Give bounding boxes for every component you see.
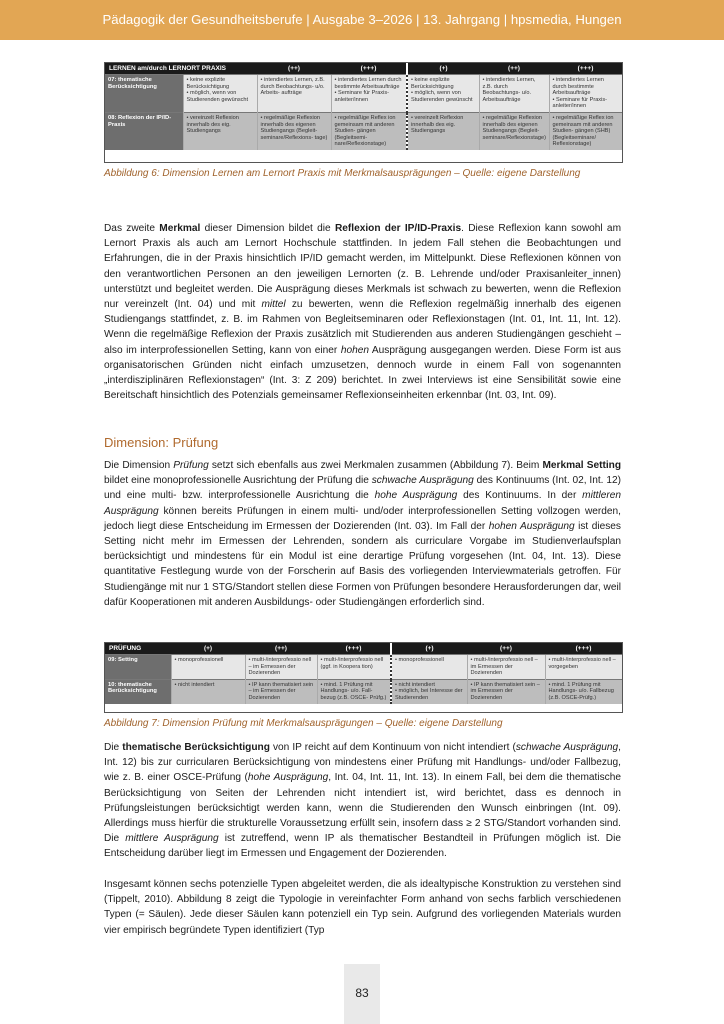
- figure-6-header-level: (++): [479, 63, 549, 75]
- figure-cell-text: • intendiertes Lernen, z.B. durch Beobachtungs- u/o. Arbeits- aufträge: [260, 77, 325, 97]
- figure-cell: [479, 75, 549, 113]
- figure-cell: [317, 679, 391, 703]
- figure-cell-text: • multi-/interprofessio nell – im Ermessen der Dozierenden: [470, 657, 538, 677]
- figure-cell: [245, 655, 317, 680]
- figure-cell: [331, 112, 407, 149]
- figure-cell-text: • nicht intendiert: [395, 681, 435, 688]
- figure-cell-text: • nicht intendiert: [174, 681, 215, 688]
- figure-7-header-level: (++): [245, 643, 317, 655]
- journal-header: [0, 0, 724, 40]
- figure-cell-text: • keine explizite Berücksichtigung: [411, 77, 454, 90]
- figure-cell-text: • möglich, wenn von Studierenden gewünscht: [186, 90, 249, 103]
- figure-cell-text: • regelmäßige Reflex ion gemeinsam mit anderen Studien- gängen (SHB) (Begleitseminare/ Reflexionstage): [552, 114, 614, 148]
- figure-cell: [183, 112, 257, 149]
- figure-cell-text: • möglich, bei Interesse der Studierenden: [395, 688, 463, 701]
- figure-cell: [407, 112, 479, 149]
- section-heading-pruefung: Dimension: Prüfung: [104, 435, 219, 450]
- figure-cell: [257, 75, 331, 113]
- figure-7-table: [104, 642, 623, 713]
- figure-cell: [317, 655, 391, 680]
- figure-7-header-level: (+): [391, 643, 467, 655]
- figure-cell: [331, 75, 407, 113]
- figure-6-header-title: LERNEN am/durch LERNORT PRAXIS: [105, 63, 257, 75]
- figure-cell-text: • multi-/interprofessio nell (ggf. in Koopera tion): [320, 657, 384, 670]
- body-paragraph-reflexion: Das zweite Merkmal dieser Dimension bildet die Reflexion der IP/ID-Praxis. Diese Reflexion kann sowohl am Lernort Praxis als auch am Lernort Hochschule stattfinden. In jedem Fall stehen die Beobachtungen und Erfahrungen, die in der Praxis hinsichtlich IP/ID gemacht werden, im Mittelpunkt. Diese Reflexionen können von den verantwortlichen Personen an den jeweiligen Lernorten (z. B. Lehrende und/oder Praxisanleiter_innen) unterstützt und begleitet werden. Die Ausprägung dieses Merkmals ist schwach zu bewerten, wenn die Reflexion nur vereinzelt (Int. 04) und mit mittel zu bewerten, wenn die Reflexion regelmäßig innerhalb des eigenen Studiengangs stattfindet, z. B. im Rahmen von Begleitseminaren oder Reflexionstagen (Int. 01, Int. 11, Int. 12). Wenn die regelmäßige Reflexion der Praxis zusätzlich mit Studierenden aus anderen Studiengängen geschieht – also im interprofessionellen Setting, kann von einer hohen Ausprägung ausgegangen werden. Diese Form ist aus organisatorischen Gründen nicht einfach umzusetzen, dennoch wurde in einem Fall von sogenannten „interdisziplinären Reflexionstagen“ (Int. 3: Z 209) berichtet. In zwei Interviews ist eine Sensibilität sowie eine Bereitschaft hinsichtlich des Potenzials gemeinsamer Reflexionseinheiten erkennbar (Int. 03, Int. 09).: [104, 223, 621, 402]
- figure-cell: [245, 679, 317, 703]
- figure-6-header-level: (+++): [549, 63, 622, 75]
- figure-row: [105, 679, 622, 703]
- body-paragraph-typen: Insgesamt können sechs potenzielle Typen abgeleitet werden, die als idealtypische Konstruktion zu verstehen sind (Tippelt, 2010). Abbildung 8 zeigt die Typologie in vereinfachter Form anhand von sechs farblich verschiedenen Typen (= Säulen). Jede dieser Säulen kann potenziell ein Typ sein. Aufgrund des vorliegenden Materials wurden vier empirisch begründete Typen identifiziert (Typ: [104, 879, 621, 936]
- figure-7-header-level: (+++): [317, 643, 391, 655]
- figure-cell: [391, 655, 467, 680]
- figure-row: [105, 75, 622, 113]
- figure-cell-text: • intendiertes Lernen durch bestimmte Arbeitsaufträge: [334, 77, 402, 90]
- figure-cell: [467, 655, 545, 680]
- figure-6-caption: Abbildung 6: Dimension Lernen am Lernort Praxis mit Merkmalsausprägungen – Quelle: eigene Darstellung: [104, 168, 581, 179]
- figure-cell: [183, 75, 257, 113]
- figure-cell: [257, 112, 331, 149]
- figure-cell-text: • monoprofessionell: [395, 657, 444, 663]
- figure-cell-text: • vereinzelt Reflexion innerhalb des eig. Studiengangs: [186, 114, 239, 135]
- figure-cell: [545, 655, 622, 680]
- figure-cell-text: • multi-/interprofessio nell – im Ermessen der Dozierenden: [248, 657, 312, 677]
- figure-cell-text: • keine explizite Berücksichtigung: [186, 77, 230, 90]
- figure-cell: [479, 112, 549, 149]
- figure-row-label: 10: thematische Berücksichtigung: [105, 679, 171, 703]
- figure-cell: [549, 112, 622, 149]
- figure-cell: [549, 75, 622, 113]
- figure-cell-text: • Seminare für Praxis- anleiter/innen: [334, 90, 390, 103]
- figure-cell-text: • möglich, wenn von Studierenden gewünscht: [411, 90, 473, 103]
- figure-cell-text: • intendiertes Lernen durch bestimmte Arbeitsaufträge: [552, 77, 604, 97]
- figure-cell: [391, 679, 467, 703]
- figure-cell-text: • mind. 1 Prüfung mit Handlungs- u/o. Fall- bezug (z.B. OSCE- Prüfg.): [320, 681, 387, 701]
- figure-cell: [171, 655, 245, 680]
- body-paragraph-thematische: Die thematische Berücksichtigung von IP reicht auf dem Kontinuum von nicht intendiert (schwache Ausprägung, Int. 12) bis zur curricularen Berücksichtigung von mindestens einer Prüfung mit Handlungs- und/oder Fallbezug, wie z. B. einer OSCE-Prüfung (hohe Ausprägung, Int. 04, Int. 11, Int. 13). In einem Fall, bei dem die thematische Berücksichtigung von Seiten der Lehrenden nicht intendiert ist, wird berichtet, dass es dennoch in Prüfungsleistungen berücksichtigt werden kann, wenn die Studierenden den Wunsch einbringen (Int. 09). Allerdings muss hierfür die strukturelle Voraussetzung erfüllt sein, insofern dass ≥ 2 STG/Standort vorhanden sind. Die mittlere Ausprägung ist zutreffend, wenn IP als thematischer Bestandteil in Prüfungen möglich ist. Die Entscheidung darüber liegt im Ermessen und Engagement der Dozierenden.: [104, 742, 621, 860]
- figure-cell-text: • multi-/interprofessio nell – vorgegeben: [548, 657, 616, 670]
- figure-7-header-level: (+): [171, 643, 245, 655]
- figure-cell-text: • regelmäßige Reflex ion gemeinsam mit anderen Studien- gängen (Begleitsemi- nare/Reflexionstage): [334, 114, 396, 148]
- figure-row: [105, 112, 622, 149]
- figure-cell-text: • IP kann thematisiert sein – im Ermessen der Dozierenden: [470, 681, 540, 701]
- figure-6-header-level: (+): [407, 63, 479, 75]
- page-number: 83: [355, 986, 369, 1000]
- figure-6-header-row: [105, 63, 622, 75]
- figure-6-header-level: (+++): [331, 63, 407, 75]
- figure-7-header-level: (+++): [545, 643, 622, 655]
- figure-cell-text: • regelmäßige Reflexion innerhalb des eigenen Studiengangs (Begleit- seminare/Reflexions- tage): [260, 114, 328, 141]
- figure-cell-text: • regelmäßige Reflexion innerhalb des eigenen Studiengangs (Begleit- seminare/Reflexionstage): [482, 114, 546, 141]
- figure-cell: [467, 679, 545, 703]
- figure-cell-text: • monoprofessionell: [174, 657, 224, 663]
- figure-cell-text: • vereinzelt Reflexion innerhalb des eig. Studiengangs: [411, 114, 464, 135]
- figure-row-label: 07: thematische Berücksichtigung: [105, 75, 183, 113]
- figure-7-header-row: [105, 643, 622, 655]
- figure-cell-text: • mind. 1 Prüfung mit Handlungs- u/o. Fallbezug (z.B. OSCE-Prüfg.): [548, 681, 614, 701]
- figure-7-caption: Abbildung 7: Dimension Prüfung mit Merkmalsausprägungen – Quelle: eigene Darstellung: [104, 718, 503, 729]
- page-number-box: [344, 964, 380, 1024]
- body-paragraph-pruefung: Die Dimension Prüfung setzt sich ebenfalls aus zwei Merkmalen zusammen (Abbildung 7). Beim Merkmal Setting bildet eine monoprofessionelle Ausrichtung der Prüfung die schwache Ausprägung des Kontinuums (Int. 02, Int. 12) und eine multi- bzw. interprofessionelle Ausrichtung die hohe Ausprägung des Kontinuums. In der mittleren Ausprägung können bereits Prüfungen in einem multi- und/oder interprofessionellen Setting vollzogen werden, jedoch liegt diese Entscheidung im Ermessen der Dozierenden (Int. 03). Im Fall der hohen Ausprägung ist dieses Setting nicht mehr im Ermessen der Lehrenden, sondern als curriculare Vorgabe im Studienverlaufsplan berücksichtigt und mindestens für ein Modul ist eine derartige Prüfung vorgesehen (Int. 04, Int. 13). Diese quantitative Festlegung wurde von der Forscherin auf Basis des vorliegenden Interviewmaterials getroffen. Für Studiengänge mit nur 1 STG/Standort stellen diese Formen von Prüfungen besondere Herausforderungen dar, weil dafür Kooperationen mit anderen Ausbildungs- oder Studiengängen erforderlich sind.: [104, 460, 622, 608]
- figure-7-header-level: (++): [467, 643, 545, 655]
- figure-cell: [545, 679, 622, 703]
- figure-cell-text: • IP kann thematisiert sein – im Ermessen der Dozierenden: [248, 681, 314, 701]
- figure-row-label: 09: Setting: [105, 655, 171, 680]
- figure-cell: [407, 75, 479, 113]
- figure-cell-text: • Seminare für Praxis- anleiter/innen: [552, 96, 608, 110]
- figure-7-header-title: PRÜFUNG: [105, 643, 171, 655]
- figure-6-header-level: (++): [257, 63, 331, 75]
- figure-6-table: [104, 62, 623, 163]
- figure-cell-text: • intendiertes Lernen, z.B. durch Beobachtungs- u/o. Arbeitsaufträge: [482, 77, 536, 103]
- journal-header-text: Pädagogik der Gesundheitsberufe | Ausgabe 3–2026 | 13. Jahrgang | hpsmedia, Hungen: [102, 12, 622, 27]
- figure-row: [105, 655, 622, 680]
- figure-row-label: 08: Reflexion der IP/ID-Praxis: [105, 112, 183, 149]
- figure-cell: [171, 679, 245, 703]
